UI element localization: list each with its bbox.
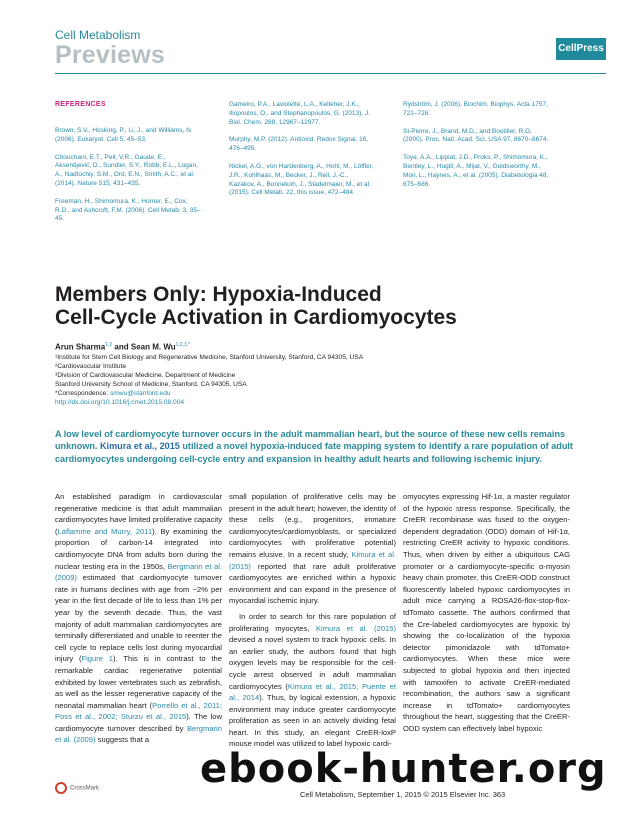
affiliation-1: ¹Institute for Stem Cell Biology and Regenerative Medicine, Stanford University, Stanford, CA 94305, USA bbox=[55, 354, 364, 361]
watermark-text: ebook-hunter.org bbox=[200, 746, 607, 792]
reference-item[interactable]: Brown, S.V., Hosking, P., Li, J., and Williams, N. (2006). Eukaryot. Cell 5, 45–53. bbox=[55, 127, 193, 143]
correspondence bbox=[55, 389, 171, 398]
title-line-1: Members Only: Hypoxia-Induced bbox=[55, 283, 382, 306]
reference-item[interactable]: Freeman, H., Shimomura, K., Horner, E., Cox, R.D., and Ashcroft, F.M. (2006). Cell Metab. 3, 35–45. bbox=[55, 197, 201, 223]
text: An established paradigm in cardiovascular regenerative medicine is that adult mammalian cardiomyocytes have limited proliferative capacity ( bbox=[55, 492, 222, 536]
section-title: Previews bbox=[55, 41, 166, 69]
page-footer-citation: Cell Metabolism, September 1, 2015 © 2015 Elsevier Inc. 363 bbox=[300, 790, 506, 799]
author-conjunction: and bbox=[112, 342, 131, 352]
references-column-3 bbox=[403, 101, 549, 198]
reference-item[interactable]: Murphy, M.P. (2012). Antioxid. Redox Signal. 16, 476–495. bbox=[229, 136, 369, 153]
paragraph bbox=[229, 611, 396, 750]
crossmark-label: CrossMark bbox=[70, 785, 100, 792]
cellpress-logo: CellPress bbox=[556, 38, 606, 60]
author-list bbox=[55, 342, 190, 352]
paragraph bbox=[55, 491, 222, 746]
affiliation-3: ³Division of Cardiovascular Medicine, Department of Medicine bbox=[55, 372, 236, 379]
affiliation-2: ²Cardiovascular Institute bbox=[55, 363, 127, 370]
text: reported that rare adult proliferative cardiomyocytes are enriched within a hypoxic environment and can expand in the presence of myocardial ischemic injury. bbox=[229, 561, 396, 606]
text: ). This is in contrast to the remarkable cardiac regenerative potential exhibited by lower vertebrates such as zebrafish, as well as the lesser regenerative capacity of the neonatal mammalian heart ( bbox=[55, 654, 222, 710]
affiliation-4: Stanford University School of Medicine, Stanford, CA 94305, USA bbox=[55, 381, 247, 388]
correspondence-label: *Correspondence: bbox=[55, 390, 110, 397]
references-column-1 bbox=[55, 127, 201, 233]
summary-text: A low level of cardiomyocyte turnover occurs in the adult mammalian heart, but the source of these new cells remains unknown. bbox=[55, 429, 566, 452]
title-line-2: Cell-Cycle Activation in Cardiomyocytes bbox=[55, 306, 457, 329]
author-2-affiliations: 1,2,3,* bbox=[175, 342, 191, 348]
paragraph bbox=[229, 491, 396, 607]
citation-link[interactable]: Kimura et al. (2015) bbox=[229, 549, 396, 571]
crossmark-icon bbox=[55, 782, 67, 794]
author-1-affiliations: 1,2 bbox=[105, 342, 113, 348]
citation-link[interactable]: Bergmann et al. (2009) bbox=[55, 723, 222, 745]
text: small population of proliferative cells may be present in the adult heart; however, the identity of these cells (e.g., progenitors, immature cardiomyocytes/cardiomyoblasts, or specialized cardiomyocytes with proliferative potential) remains elusive. In a recent study, bbox=[229, 492, 396, 559]
text: ). By examining the proportion of carbon-14 integrated into cardiomyocyte DNA from adults born during the nuclear testing era in the 1950s, bbox=[55, 526, 222, 571]
body-column-3 bbox=[403, 491, 570, 734]
text: devised a novel system to track hypoxic cells. In an earlier study, the authors found that high oxygen levels may be responsible for the cell-cycle arrest observed in adult mammalian cardiomyocytes ( bbox=[229, 635, 396, 691]
references-heading: REFERENCES bbox=[55, 101, 106, 108]
text: ). Thus, by logical extension, a hypoxic environment may induce greater cardiomyocyte proliferation as seen in an actively dividing fetal heart. In this study, an elegant CreER-loxP mouse model was utilized to label hypoxic cardi- bbox=[229, 693, 396, 749]
journal-name: Cell Metabolism bbox=[55, 28, 141, 42]
reference-item[interactable]: Gameiro, P.A., Laviolette, L.A., Kelleher, J.K., Iliopoulos, O., and Stephanopoulos, G. (2013). J. Biol. Chem. 288, 12967–12977. bbox=[229, 101, 370, 126]
crossmark-badge[interactable] bbox=[55, 782, 99, 794]
summary bbox=[55, 428, 600, 465]
doi-link[interactable]: http://dx.doi.org/10.1016/j.cmet.2015.08.004 bbox=[55, 399, 185, 406]
reference-item[interactable]: Rydström, J. (2006). Biochim. Biophys. Acta 1757, 721–726. bbox=[403, 101, 548, 117]
citation-link[interactable]: Laflamme and Murry, 2011 bbox=[57, 526, 153, 536]
reference-item[interactable]: St-Pierre, J., Brand, M.D., and Boutilier, R.G. (2000). Proc. Natl. Acad. Sci. USA 97, 8670–8674. bbox=[403, 127, 549, 144]
reference-item[interactable]: Nickel, A.G., von Hardenberg, A., Hohl, M., Löffler, J.R., Kohlhaas, M., Becker, J., Reil, J.-C., Kazakov, A., Bonnekoh, J., Stadelmaier, M., et al. (2015). Cell Metab. 22, this issue, 472–484. bbox=[229, 162, 374, 197]
reference-item[interactable]: Chouchani, E.T., Pell, V.R., Gaude, E., Aksentijević, D., Sundier, S.Y., Robb, E.L., Logan, A., Nadtochiy, S.M., Ord, E.N., Smith, A.C., et al. (2014). Nature 515, 431–435. bbox=[55, 153, 198, 187]
body-column-1 bbox=[55, 491, 222, 746]
correspondence-email-link[interactable]: smwu@stanford.edu bbox=[109, 390, 171, 397]
citation-link[interactable]: Bergmann et al. (2009) bbox=[55, 561, 223, 583]
text: In order to search for this rare population of proliferating myocytes, bbox=[229, 611, 396, 633]
citation-link[interactable]: Kimura et al. (2015) bbox=[315, 623, 397, 633]
text: estimated that cardiomyocyte turnover rate in humans declines with age from ~2% per year in the first decade of life to less than 1% per year by the seventh decade. Thus, the vast majority of adult mammalian cardiomyocytes are terminally differentiated and unable to reenter the cell cycle to replace cells lost during myocardial injury ( bbox=[55, 573, 222, 664]
article-title bbox=[55, 283, 575, 329]
summary-citation-link[interactable]: Kimura et al., 2015 bbox=[99, 441, 180, 452]
figure-link[interactable]: Figure 1 bbox=[81, 654, 114, 664]
text: suggests that a bbox=[95, 735, 150, 745]
reference-item[interactable]: Toye, A.A., Lippiat, J.D., Proks, P., Shimomura, K., Bentley, L., Hugill, A., Mijat, V., Goldsworthy, M., Moir, L., Haynes, A., et al. (2005). Diabetologia 48, 675–686. bbox=[403, 154, 549, 188]
summary-text: utilized a novel hypoxia-induced fate mapping system to identify a rare population of adult cardiomyocytes undergoing cell-cycle entry and expansion in healthy adult hearts and following ischemic injury. bbox=[55, 441, 573, 464]
author-2: Sean M. Wu bbox=[130, 342, 176, 352]
paragraph: omyocytes expressing Hif-1α, a master regulator of the hypoxic stress response. Specifically, the CreER recombinase was fused to the oxygen-dependent degradation (ODD) domain of Hif-1α, restricting CreER activity to hypoxic conditions. Thus, when driven by either a ubiquitous CAG promoter or a cardiomyocyte-specific α-myosin heavy chain promoter, this CreER-ODD construct fluorescently labeled hypoxic cardiomyocytes in adult mice carrying a ROSA26-flox-stop-flox-tdTomato cassette. The authors confirmed that the Cre-labeled cardiomyocytes are hypoxic by showing the co-localization of the hypoxia detector pimonidazole with tdTomato+ cardiomyocytes. When these mice were subjected to global hypoxia and then injected with tamoxifen to activate CreER-mediated recombination, the authors saw a significant increase in tdTomato+ cardiomyocytes throughout the heart, suggesting that the CreER-ODD system can effectively label hypoxic bbox=[403, 492, 570, 733]
citation-link[interactable]: Porrello et al., 2011; Poss et al., 2002; Sturzu et al., 2015 bbox=[55, 700, 222, 722]
header-divider bbox=[55, 73, 606, 74]
doi bbox=[55, 398, 184, 407]
citation-link[interactable]: Kimura et al., 2015; Puente et al., 2014 bbox=[229, 681, 396, 703]
references-column-2 bbox=[229, 101, 375, 207]
text: ). The low cardiomyocyte turnover described by bbox=[55, 712, 223, 733]
author-1: Arun Sharma bbox=[55, 342, 106, 352]
body-column-2 bbox=[229, 491, 396, 750]
